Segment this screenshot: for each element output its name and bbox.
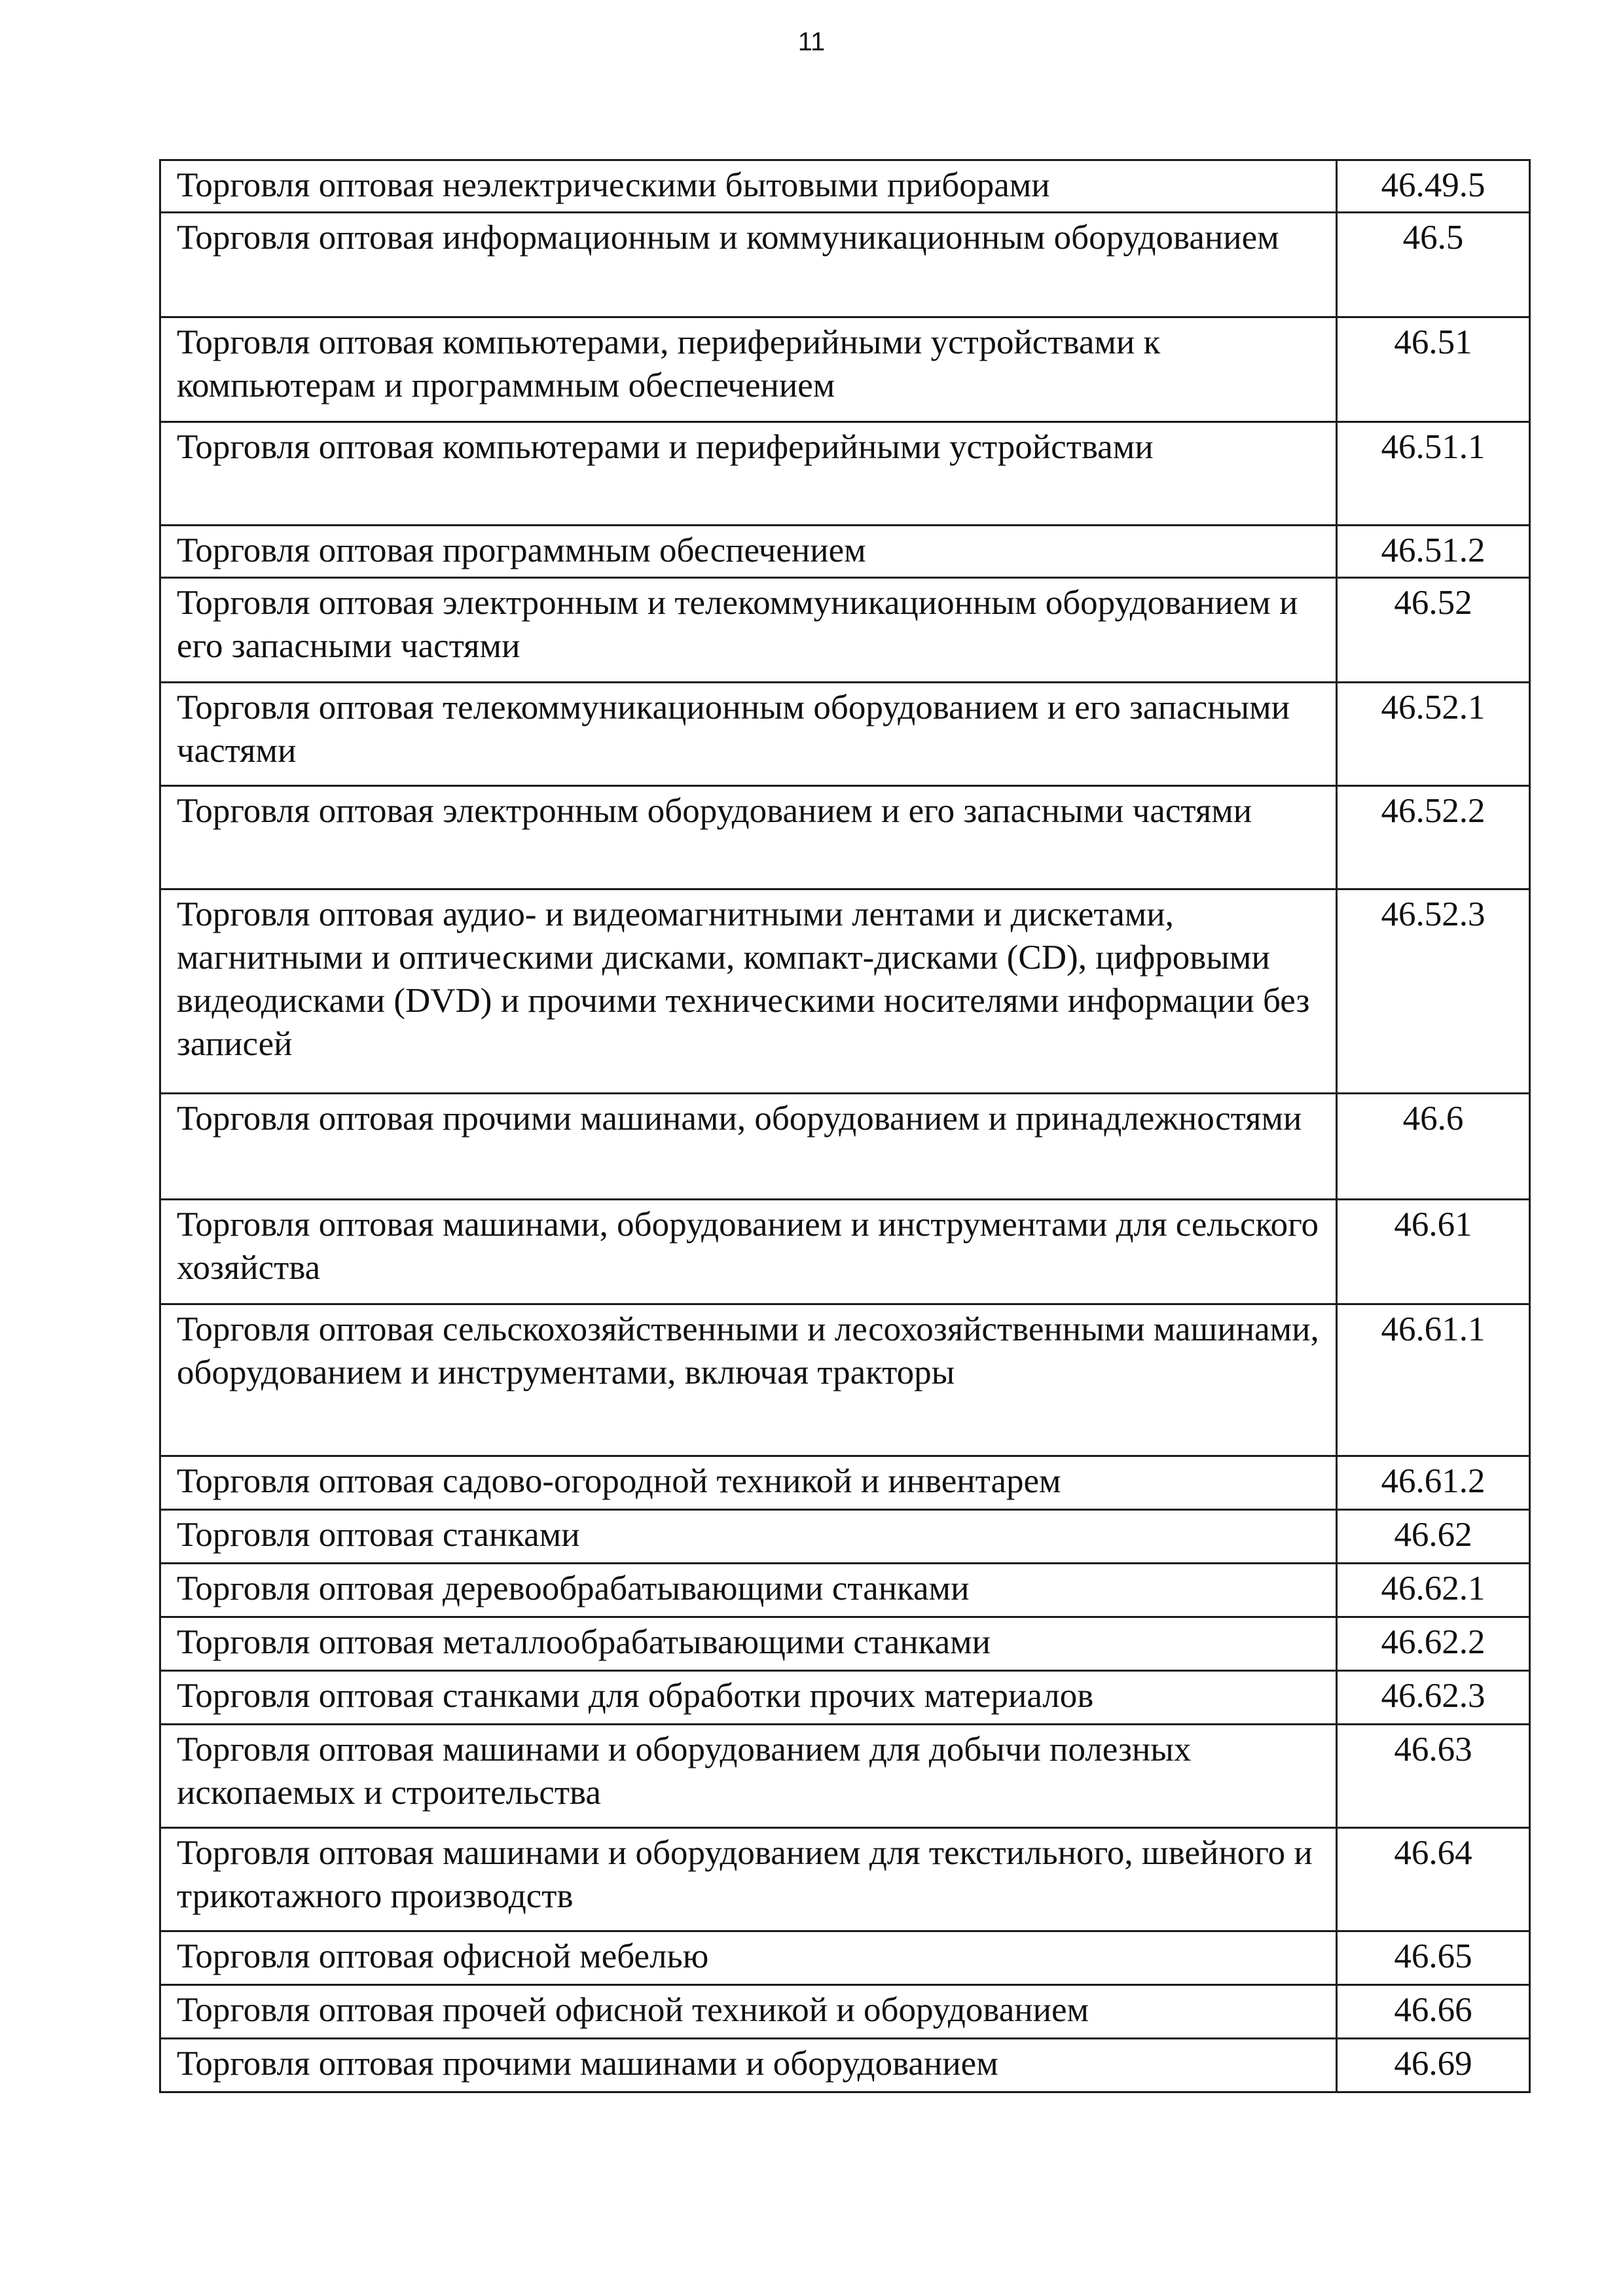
row-description: Торговля оптовая офисной мебелью xyxy=(160,1931,1337,1985)
table-row xyxy=(160,889,1530,1094)
table-row xyxy=(160,1510,1530,1564)
row-code: 46.5 xyxy=(1337,213,1530,317)
row-description: Торговля оптовая аудио- и видеомагнитными лентами и дискетами, магнитными и оптическими дисками, компакт-дисками (CD), цифровыми видеодисками (DVD) и прочими техническими носителями информации без записей xyxy=(160,889,1337,1094)
row-description: Торговля оптовая электронным и телекоммуникационным оборудованием и его запасными частями xyxy=(160,578,1337,683)
table-row xyxy=(160,1828,1530,1931)
table-row xyxy=(160,1456,1530,1510)
table-row xyxy=(160,422,1530,526)
page-number: 11 xyxy=(797,27,826,56)
row-code: 46.63 xyxy=(1337,1725,1530,1828)
row-description: Торговля оптовая станками для обработки прочих материалов xyxy=(160,1671,1337,1725)
row-description: Торговля оптовая компьютерами и периферийными устройствами xyxy=(160,422,1337,526)
row-description: Торговля оптовая машинами и оборудованием для добычи полезных ископаемых и строительства xyxy=(160,1725,1337,1828)
row-code: 46.62.2 xyxy=(1337,1617,1530,1671)
row-code: 46.61 xyxy=(1337,1200,1530,1304)
row-description: Торговля оптовая машинами и оборудованием для текстильного, швейного и трикотажного производств xyxy=(160,1828,1337,1931)
table-row xyxy=(160,526,1530,578)
activity-codes-table xyxy=(159,159,1531,2093)
table-row xyxy=(160,578,1530,683)
row-code: 46.51 xyxy=(1337,317,1530,422)
table-row xyxy=(160,1564,1530,1617)
row-code: 46.62.3 xyxy=(1337,1671,1530,1725)
row-description: Торговля оптовая электронным оборудованием и его запасными частями xyxy=(160,786,1337,889)
table-row xyxy=(160,1985,1530,2039)
row-code: 46.65 xyxy=(1337,1931,1530,1985)
row-code: 46.62 xyxy=(1337,1510,1530,1564)
row-description: Торговля оптовая машинами, оборудованием и инструментами для сельского хозяйства xyxy=(160,1200,1337,1304)
row-description: Торговля оптовая программным обеспечением xyxy=(160,526,1337,578)
row-code: 46.52.3 xyxy=(1337,889,1530,1094)
row-description: Торговля оптовая неэлектрическими бытовыми приборами xyxy=(160,160,1337,213)
row-code: 46.51.2 xyxy=(1337,526,1530,578)
table-row xyxy=(160,1617,1530,1671)
row-code: 46.52.2 xyxy=(1337,786,1530,889)
table-row xyxy=(160,1200,1530,1304)
table-row xyxy=(160,2039,1530,2092)
row-code: 46.66 xyxy=(1337,1985,1530,2039)
row-description: Торговля оптовая деревообрабатывающими станками xyxy=(160,1564,1337,1617)
row-description: Торговля оптовая телекоммуникационным оборудованием и его запасными частями xyxy=(160,683,1337,786)
row-description: Торговля оптовая садово-огородной техникой и инвентарем xyxy=(160,1456,1337,1510)
table-body xyxy=(160,160,1530,2092)
table-row xyxy=(160,1671,1530,1725)
row-description: Торговля оптовая станками xyxy=(160,1510,1337,1564)
row-description: Торговля оптовая информационным и коммуникационным оборудованием xyxy=(160,213,1337,317)
row-description: Торговля оптовая прочими машинами, оборудованием и принадлежностями xyxy=(160,1094,1337,1200)
table-row xyxy=(160,1725,1530,1828)
row-code: 46.52 xyxy=(1337,578,1530,683)
row-description: Торговля оптовая компьютерами, периферийными устройствами к компьютерам и программным обеспечением xyxy=(160,317,1337,422)
row-code: 46.61.2 xyxy=(1337,1456,1530,1510)
table-row xyxy=(160,160,1530,213)
row-code: 46.49.5 xyxy=(1337,160,1530,213)
row-description: Торговля оптовая прочей офисной техникой и оборудованием xyxy=(160,1985,1337,2039)
row-code: 46.69 xyxy=(1337,2039,1530,2092)
row-description: Торговля оптовая прочими машинами и оборудованием xyxy=(160,2039,1337,2092)
row-code: 46.52.1 xyxy=(1337,683,1530,786)
row-code: 46.61.1 xyxy=(1337,1304,1530,1456)
row-description: Торговля оптовая сельскохозяйственными и лесохозяйственными машинами, оборудованием и инструментами, включая тракторы xyxy=(160,1304,1337,1456)
table-row xyxy=(160,1094,1530,1200)
table-row xyxy=(160,1931,1530,1985)
row-code: 46.6 xyxy=(1337,1094,1530,1200)
row-description: Торговля оптовая металлообрабатывающими станками xyxy=(160,1617,1337,1671)
row-code: 46.64 xyxy=(1337,1828,1530,1931)
table-row xyxy=(160,213,1530,317)
row-code: 46.51.1 xyxy=(1337,422,1530,526)
table-row xyxy=(160,1304,1530,1456)
table-row xyxy=(160,317,1530,422)
table-row xyxy=(160,683,1530,786)
table-row xyxy=(160,786,1530,889)
row-code: 46.62.1 xyxy=(1337,1564,1530,1617)
